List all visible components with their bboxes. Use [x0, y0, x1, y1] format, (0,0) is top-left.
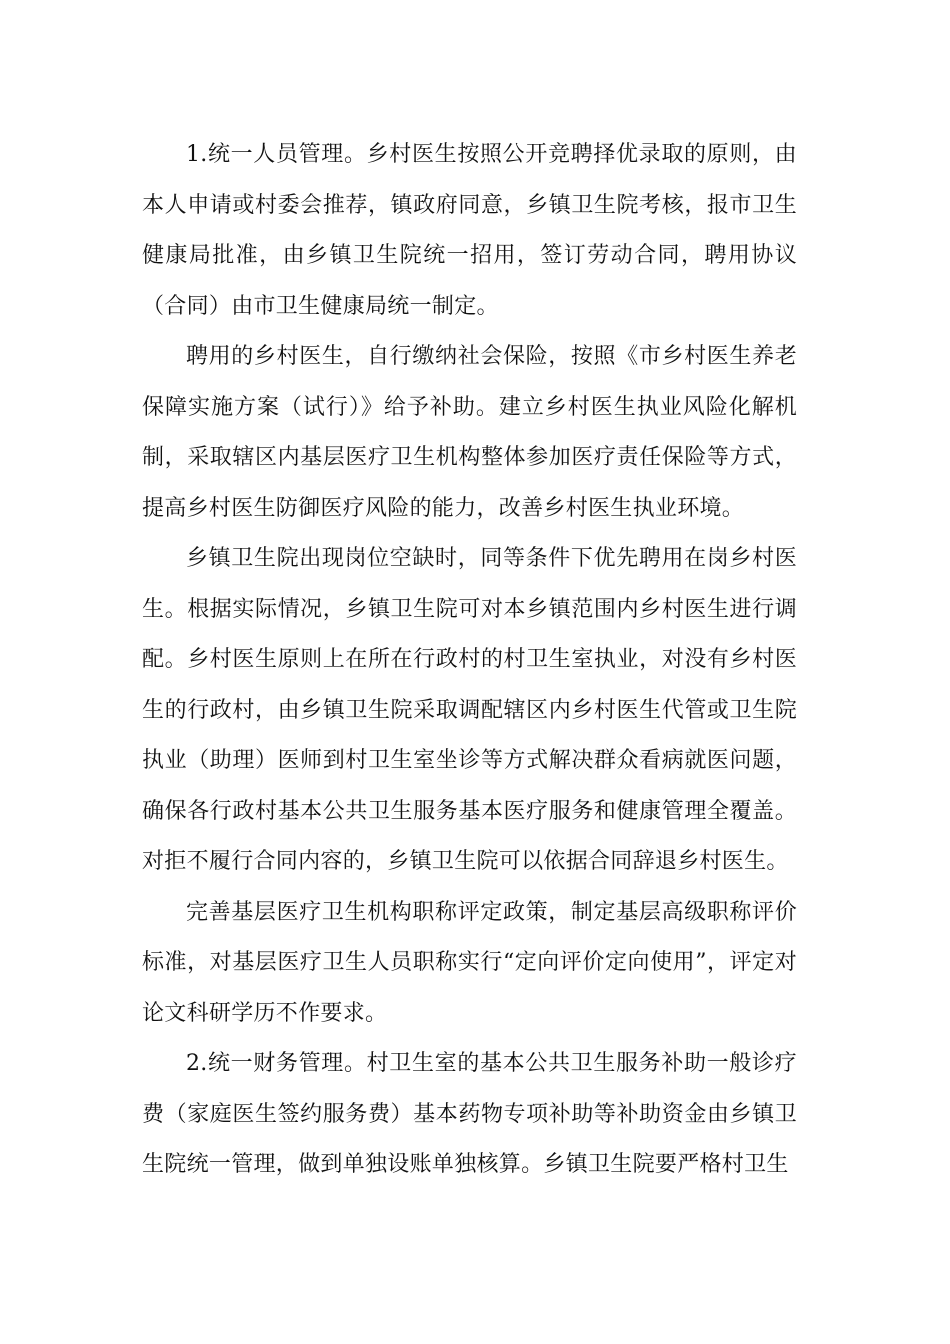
paragraph-personnel-management: 1.统一人员管理。乡村医生按照公开竞聘择优录取的原则，由本人申请或村委会推荐，镇政府同意，乡镇卫生院考核，报市卫生健康局批准，由乡镇卫生院统一招用，签订劳动合同，聘用协议（合同）由市卫生健康局统一制定。	[142, 142, 797, 319]
paragraph-vacancy-allocation: 乡镇卫生院出现岗位空缺时，同等条件下优先聘用在岗乡村医生。根据实际情况，乡镇卫生院可对本乡镇范围内乡村医生进行调配。乡村医生原则上在所在行政村的村卫生室执业，对没有乡村医生的行政村，由乡镇卫生院采取调配辖区内乡村医生代管或卫生院执业（助理）医师到村卫生室坐诊等方式解决群众看病就医问题，确保各行政村基本公共卫生服务基本医疗服务和健康管理全覆盖。对拒不履行合同内容的，乡镇卫生院可以依据合同辞退乡村医生。	[142, 546, 797, 874]
paragraph-title-evaluation: 完善基层医疗卫生机构职称评定政策，制定基层高级职称评价标准，对基层医疗卫生人员职称实行“定向评价定向使用”，评定对论文科研学历不作要求。	[142, 899, 797, 1026]
paragraph-social-insurance: 聘用的乡村医生，自行缴纳社会保险，按照《市乡村医生养老保障实施方案（试行）》给予补助。建立乡村医生执业风险化解机制，采取辖区内基层医疗卫生机构整体参加医疗责任保险等方式，提高乡村医生防御医疗风险的能力，改善乡村医生执业环境。	[142, 344, 797, 521]
paragraph-financial-management: 2.统一财务管理。村卫生室的基本公共卫生服务补助一般诊疗费（家庭医生签约服务费）基本药物专项补助等补助资金由乡镇卫生院统一管理，做到单独设账单独核算。乡镇卫生院要严格村卫生	[142, 1051, 797, 1177]
document-body	[142, 130, 797, 1191]
